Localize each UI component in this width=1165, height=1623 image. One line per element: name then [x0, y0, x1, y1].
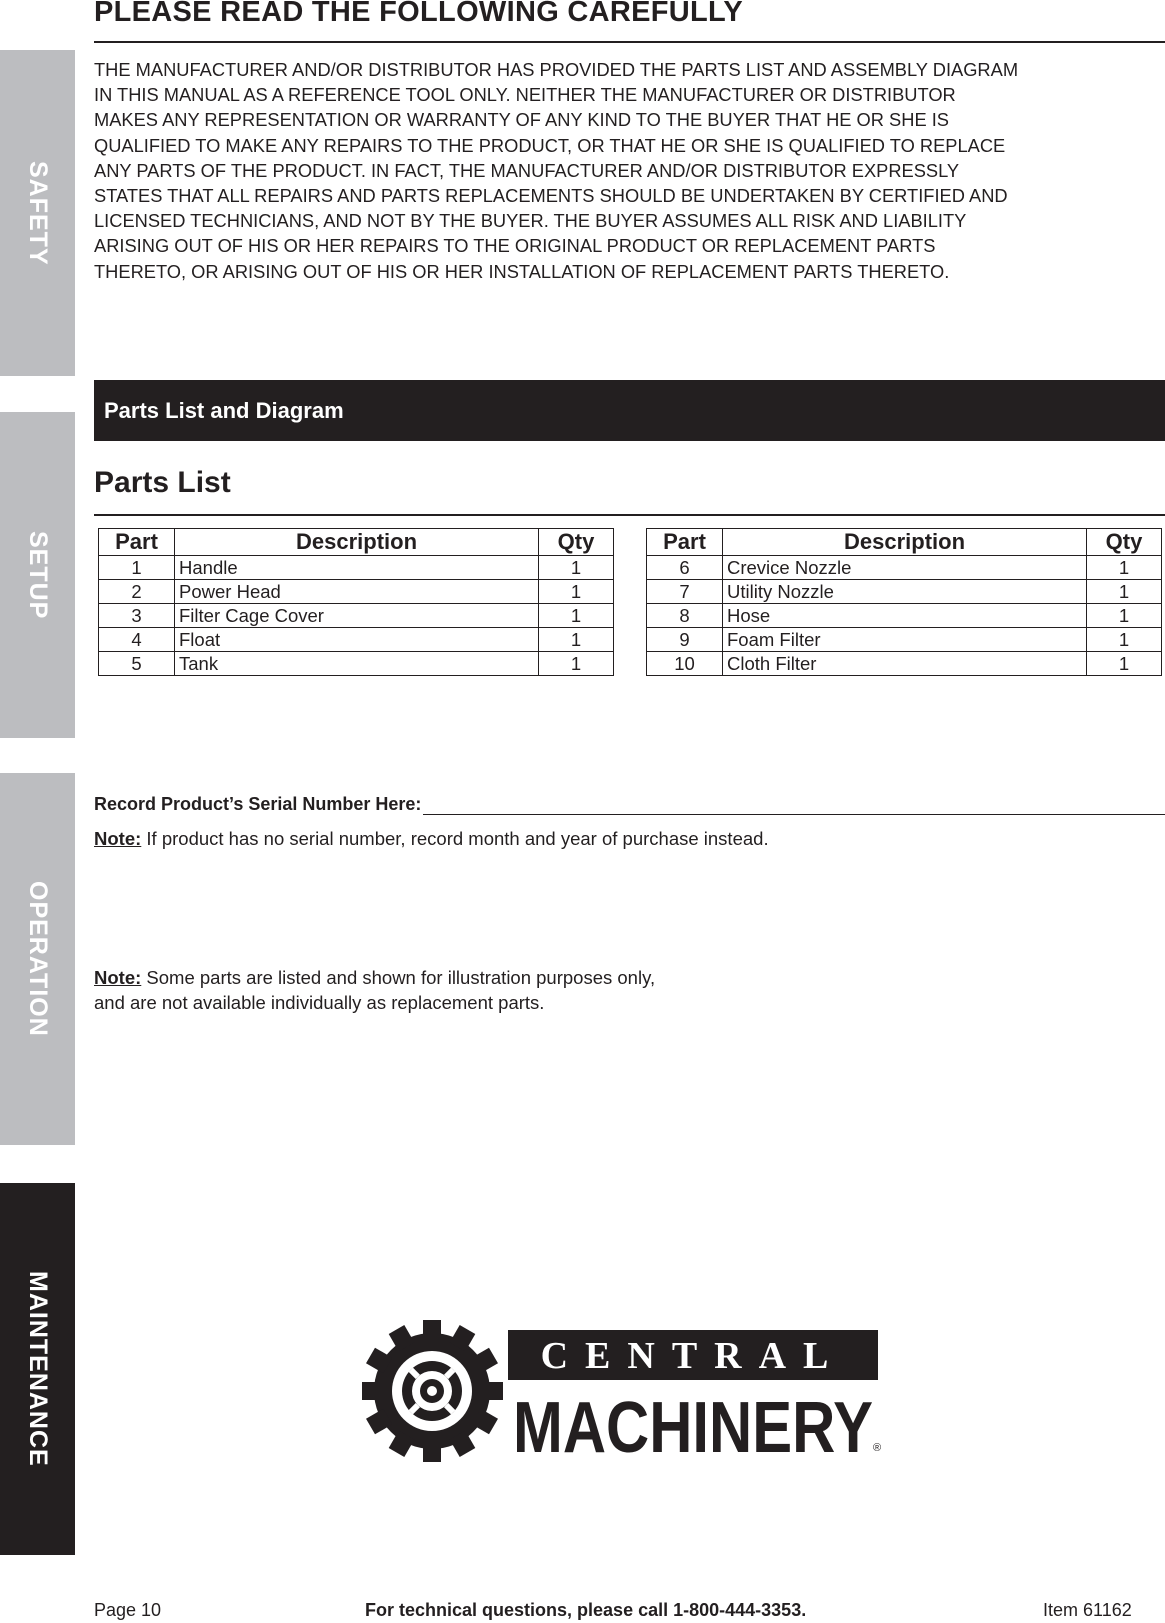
logo-text-machinery: MACHINERY: [513, 1388, 873, 1462]
table-row: [99, 556, 614, 580]
part-qty: 1: [1087, 580, 1162, 604]
parts-divider: [94, 514, 1165, 516]
page-title: PLEASE READ THE FOLLOWING CAREFULLY: [94, 0, 744, 28]
parts-table-left: [98, 528, 614, 676]
part-number: 2: [99, 580, 175, 604]
registered-mark: ®: [873, 1442, 882, 1454]
disclaimer-text: THE MANUFACTURER AND/OR DISTRIBUTOR HAS PROVIDED THE PARTS LIST AND ASSEMBLY DIAGRAM IN THIS MANUAL AS A REFERENCE TOOL ONLY. NEITHER THE MANUFACTURER OR DISTRIBUTOR MAKES ANY REPRESENTATION OR WARRANTY OF ANY KIND TO THE BUYER THAT HE OR SHE IS QUALIFIED TO MAKE ANY REPAIRS TO THE PRODUCT, OR THAT HE OR SHE IS QUALIFIED TO REPLACE ANY PARTS OF THE PRODUCT. IN FACT, THE MANUFACTURER AND/OR DISTRIBUTOR EXPRESSLY STATES THAT ALL REPAIRS AND PARTS REPLACEMENTS SHOULD BE UNDERTAKEN BY CERTIFIED AND LICENSED TECHNICIANS, AND NOT BY THE BUYER. THE BUYER ASSUMES ALL RISK AND LIABILITY ARISING OUT OF HIS OR HER REPAIRS TO THE ORIGINAL PRODUCT OR REPLACEMENT PARTS THERETO, OR ARISING OUT OF HIS OR HER INSTALLATION OF REPLACEMENT PARTS THERETO.: [94, 59, 1019, 282]
part-description: Tank: [175, 652, 539, 676]
table-row: [647, 604, 1162, 628]
parts-table-right: [646, 528, 1162, 676]
table-row: [99, 604, 614, 628]
table-row: [99, 580, 614, 604]
serial-number-label: Record Product’s Serial Number Here:: [94, 794, 422, 814]
note-illustration: [94, 965, 655, 1015]
table-row: [99, 652, 614, 676]
footer-page-number: Page 10: [94, 1600, 162, 1620]
column-header-part: Part: [647, 529, 723, 556]
part-qty: 1: [1087, 556, 1162, 580]
column-header-part: Part: [99, 529, 175, 556]
section-header: [94, 380, 1165, 441]
part-qty: 1: [539, 580, 614, 604]
tab-operation-label: OPERATION: [24, 881, 52, 1037]
tab-maintenance-label: MAINTENANCE: [24, 1271, 52, 1467]
part-qty: 1: [1087, 652, 1162, 676]
part-qty: 1: [539, 652, 614, 676]
serial-number-record: [94, 794, 1165, 815]
note-text: If product has no serial number, record month and year of purchase instead.: [141, 828, 769, 849]
part-number: 10: [647, 652, 723, 676]
part-description: Power Head: [175, 580, 539, 604]
tab-setup: [0, 412, 75, 738]
table-header-row: [99, 529, 614, 556]
part-description: Float: [175, 628, 539, 652]
part-number: 1: [99, 556, 175, 580]
gear-icon: [362, 1320, 503, 1462]
note-serial: [94, 826, 769, 851]
table-row: [647, 628, 1162, 652]
central-machinery-logo: [362, 1320, 882, 1462]
tab-maintenance: [0, 1183, 75, 1555]
part-qty: 1: [1087, 604, 1162, 628]
column-header-qty: Qty: [539, 529, 614, 556]
part-description: Foam Filter: [723, 628, 1087, 652]
part-number: 3: [99, 604, 175, 628]
column-header-description: Description: [175, 529, 539, 556]
part-number: 5: [99, 652, 175, 676]
table-row: [647, 580, 1162, 604]
part-qty: 1: [539, 628, 614, 652]
part-description: Filter Cage Cover: [175, 604, 539, 628]
part-qty: 1: [1087, 628, 1162, 652]
table-row: [99, 628, 614, 652]
note-label: Note:: [94, 967, 142, 988]
part-number: 8: [647, 604, 723, 628]
tab-setup-label: SETUP: [24, 530, 52, 620]
part-qty: 1: [539, 556, 614, 580]
table-header-row: [647, 529, 1162, 556]
part-description: Hose: [723, 604, 1087, 628]
section-title: Parts List and Diagram: [104, 397, 344, 423]
column-header-qty: Qty: [1087, 529, 1162, 556]
footer-item-number: Item 61162: [1043, 1600, 1132, 1620]
serial-number-line: [423, 794, 1165, 815]
footer-tech-support: For technical questions, please call 1-800-444-3353.: [365, 1600, 807, 1620]
note-label: Note:: [94, 828, 142, 849]
note-text: Some parts are listed and shown for illustration purposes only,: [141, 967, 656, 988]
logo-text-central: CENTRAL: [540, 1335, 846, 1377]
parts-list-heading: Parts List: [94, 466, 231, 499]
part-qty: 1: [539, 604, 614, 628]
column-header-description: Description: [723, 529, 1087, 556]
tab-safety: [0, 50, 75, 376]
tab-operation: [0, 773, 75, 1145]
tab-safety-label: SAFETY: [24, 160, 52, 266]
part-description: Cloth Filter: [723, 652, 1087, 676]
part-number: 4: [99, 628, 175, 652]
table-row: [647, 556, 1162, 580]
part-description: Utility Nozzle: [723, 580, 1087, 604]
part-number: 6: [647, 556, 723, 580]
part-number: 9: [647, 628, 723, 652]
table-row: [647, 652, 1162, 676]
part-description: Crevice Nozzle: [723, 556, 1087, 580]
part-number: 7: [647, 580, 723, 604]
part-description: Handle: [175, 556, 539, 580]
title-divider: [94, 41, 1165, 43]
note-text-cont: and are not available individually as replacement parts.: [94, 992, 545, 1013]
